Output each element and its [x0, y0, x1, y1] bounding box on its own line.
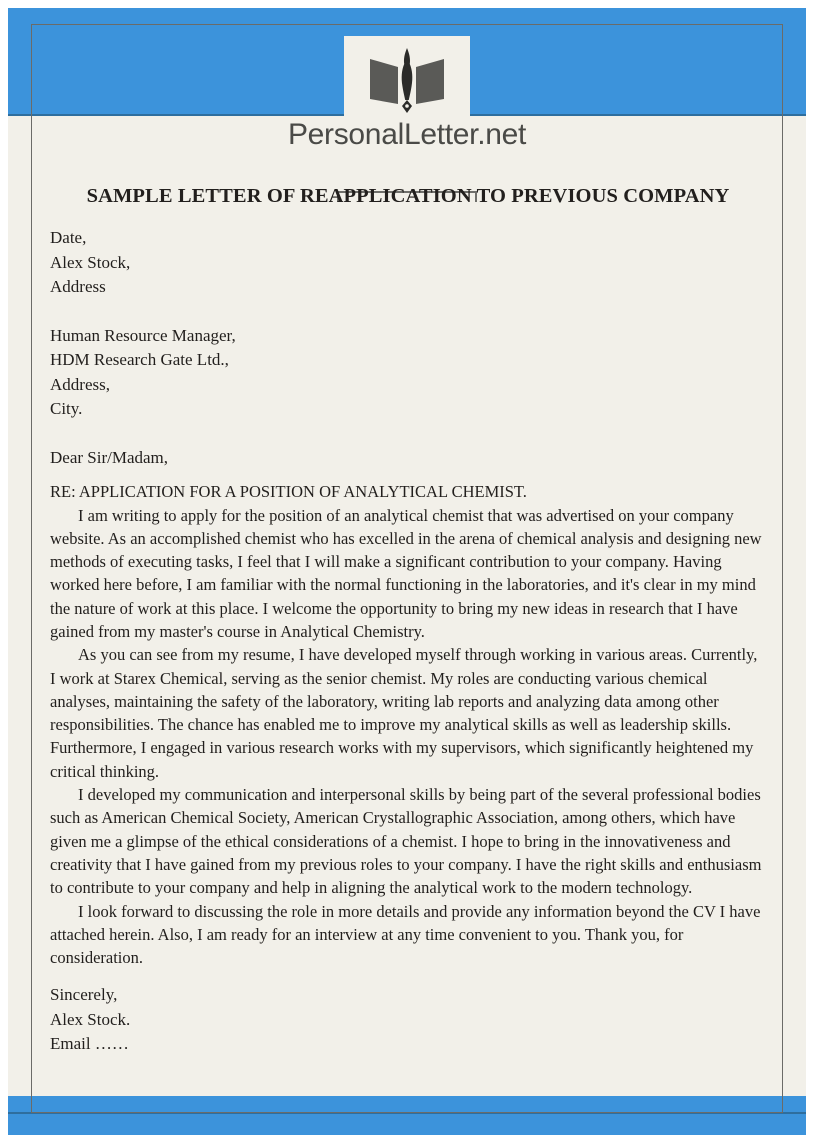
closing-salutation: Sincerely, [50, 985, 118, 1005]
letter-body [50, 180, 766, 1057]
letter-paragraph: I look forward to discussing the role in more details and provide any information beyond the CV I have attached herein. Also, I am ready for an interview at any time convenient to you. Thank you, for consideration. [50, 901, 761, 968]
page-title: SAMPLE LETTER OF REAPPLICATION TO PREVIOUS COMPANY [86, 185, 730, 207]
footer-band-divider [8, 1112, 806, 1114]
recipient-title: Human Resource Manager, [50, 325, 236, 345]
recipient-address-block [50, 324, 766, 422]
letter-paragraph: As you can see from my resume, I have developed myself through working in various areas. Currently, I work at Starex Chemical, serving as the senior chemist. My roles are conducting various chemical analyses, maintaining the safety of the laboratory, writing lab reports and analyzing data among other responsibilities. The chance has enabled me to improve my analytical skills as well as leadership skills. Furthermore, I engaged in various research works with my supervisors, which significantly heightened my critical thinking. [50, 645, 758, 781]
spacer [50, 300, 766, 324]
letter-pen-nib-icon [344, 42, 470, 116]
closing-signature-name: Alex Stock. [50, 1009, 131, 1029]
letter-paragraph: I am writing to apply for the position of an analytical chemist that was advertised on your company website. As an accomplished chemist who has excelled in the arena of chemical analysis and designing new methods of executing tasks, I feel that I will make a significant contribution to your company. Having worked here before, I am familiar with the normal functioning in the laboratories, and it's clear in my mind the nature of work at this place. I welcome the opportunity to bring my new ideas in research that I have gained from my master's course in Analytical Chemistry. [50, 505, 762, 641]
spacer [50, 422, 766, 446]
subject-line: RE: APPLICATION FOR A POSITION OF ANALYTICAL CHEMIST. [50, 482, 527, 501]
salutation: Dear Sir/Madam, [50, 447, 169, 467]
recipient-company: HDM Research Gate Ltd., [50, 350, 229, 369]
recipient-city: City. [50, 399, 83, 418]
recipient-address: Address, [50, 374, 110, 394]
sender-date: Date, [50, 228, 87, 247]
sender-name: Alex Stock, [50, 252, 131, 272]
sender-address-block [50, 226, 766, 300]
closing-block [50, 983, 766, 1057]
footer-blue-band [8, 1096, 806, 1135]
brand-name: PersonalLetter.net [287, 118, 527, 151]
closing-email: Email …… [50, 1034, 129, 1054]
letter-paragraph: I developed my communication and interpersonal skills by being part of the several professional bodies such as American Chemical Society, American Crystallographic Association, among others, which have given me a glimpse of the ethical considerations of a chemist. I hope to bring in the innovativeness and creativity that I have gained from my previous roles to your company. I have the right skills and enthusiasm to contribute to your company and help in aligning the analytical work to the modern technology. [50, 785, 762, 898]
sender-address: Address [50, 277, 106, 296]
